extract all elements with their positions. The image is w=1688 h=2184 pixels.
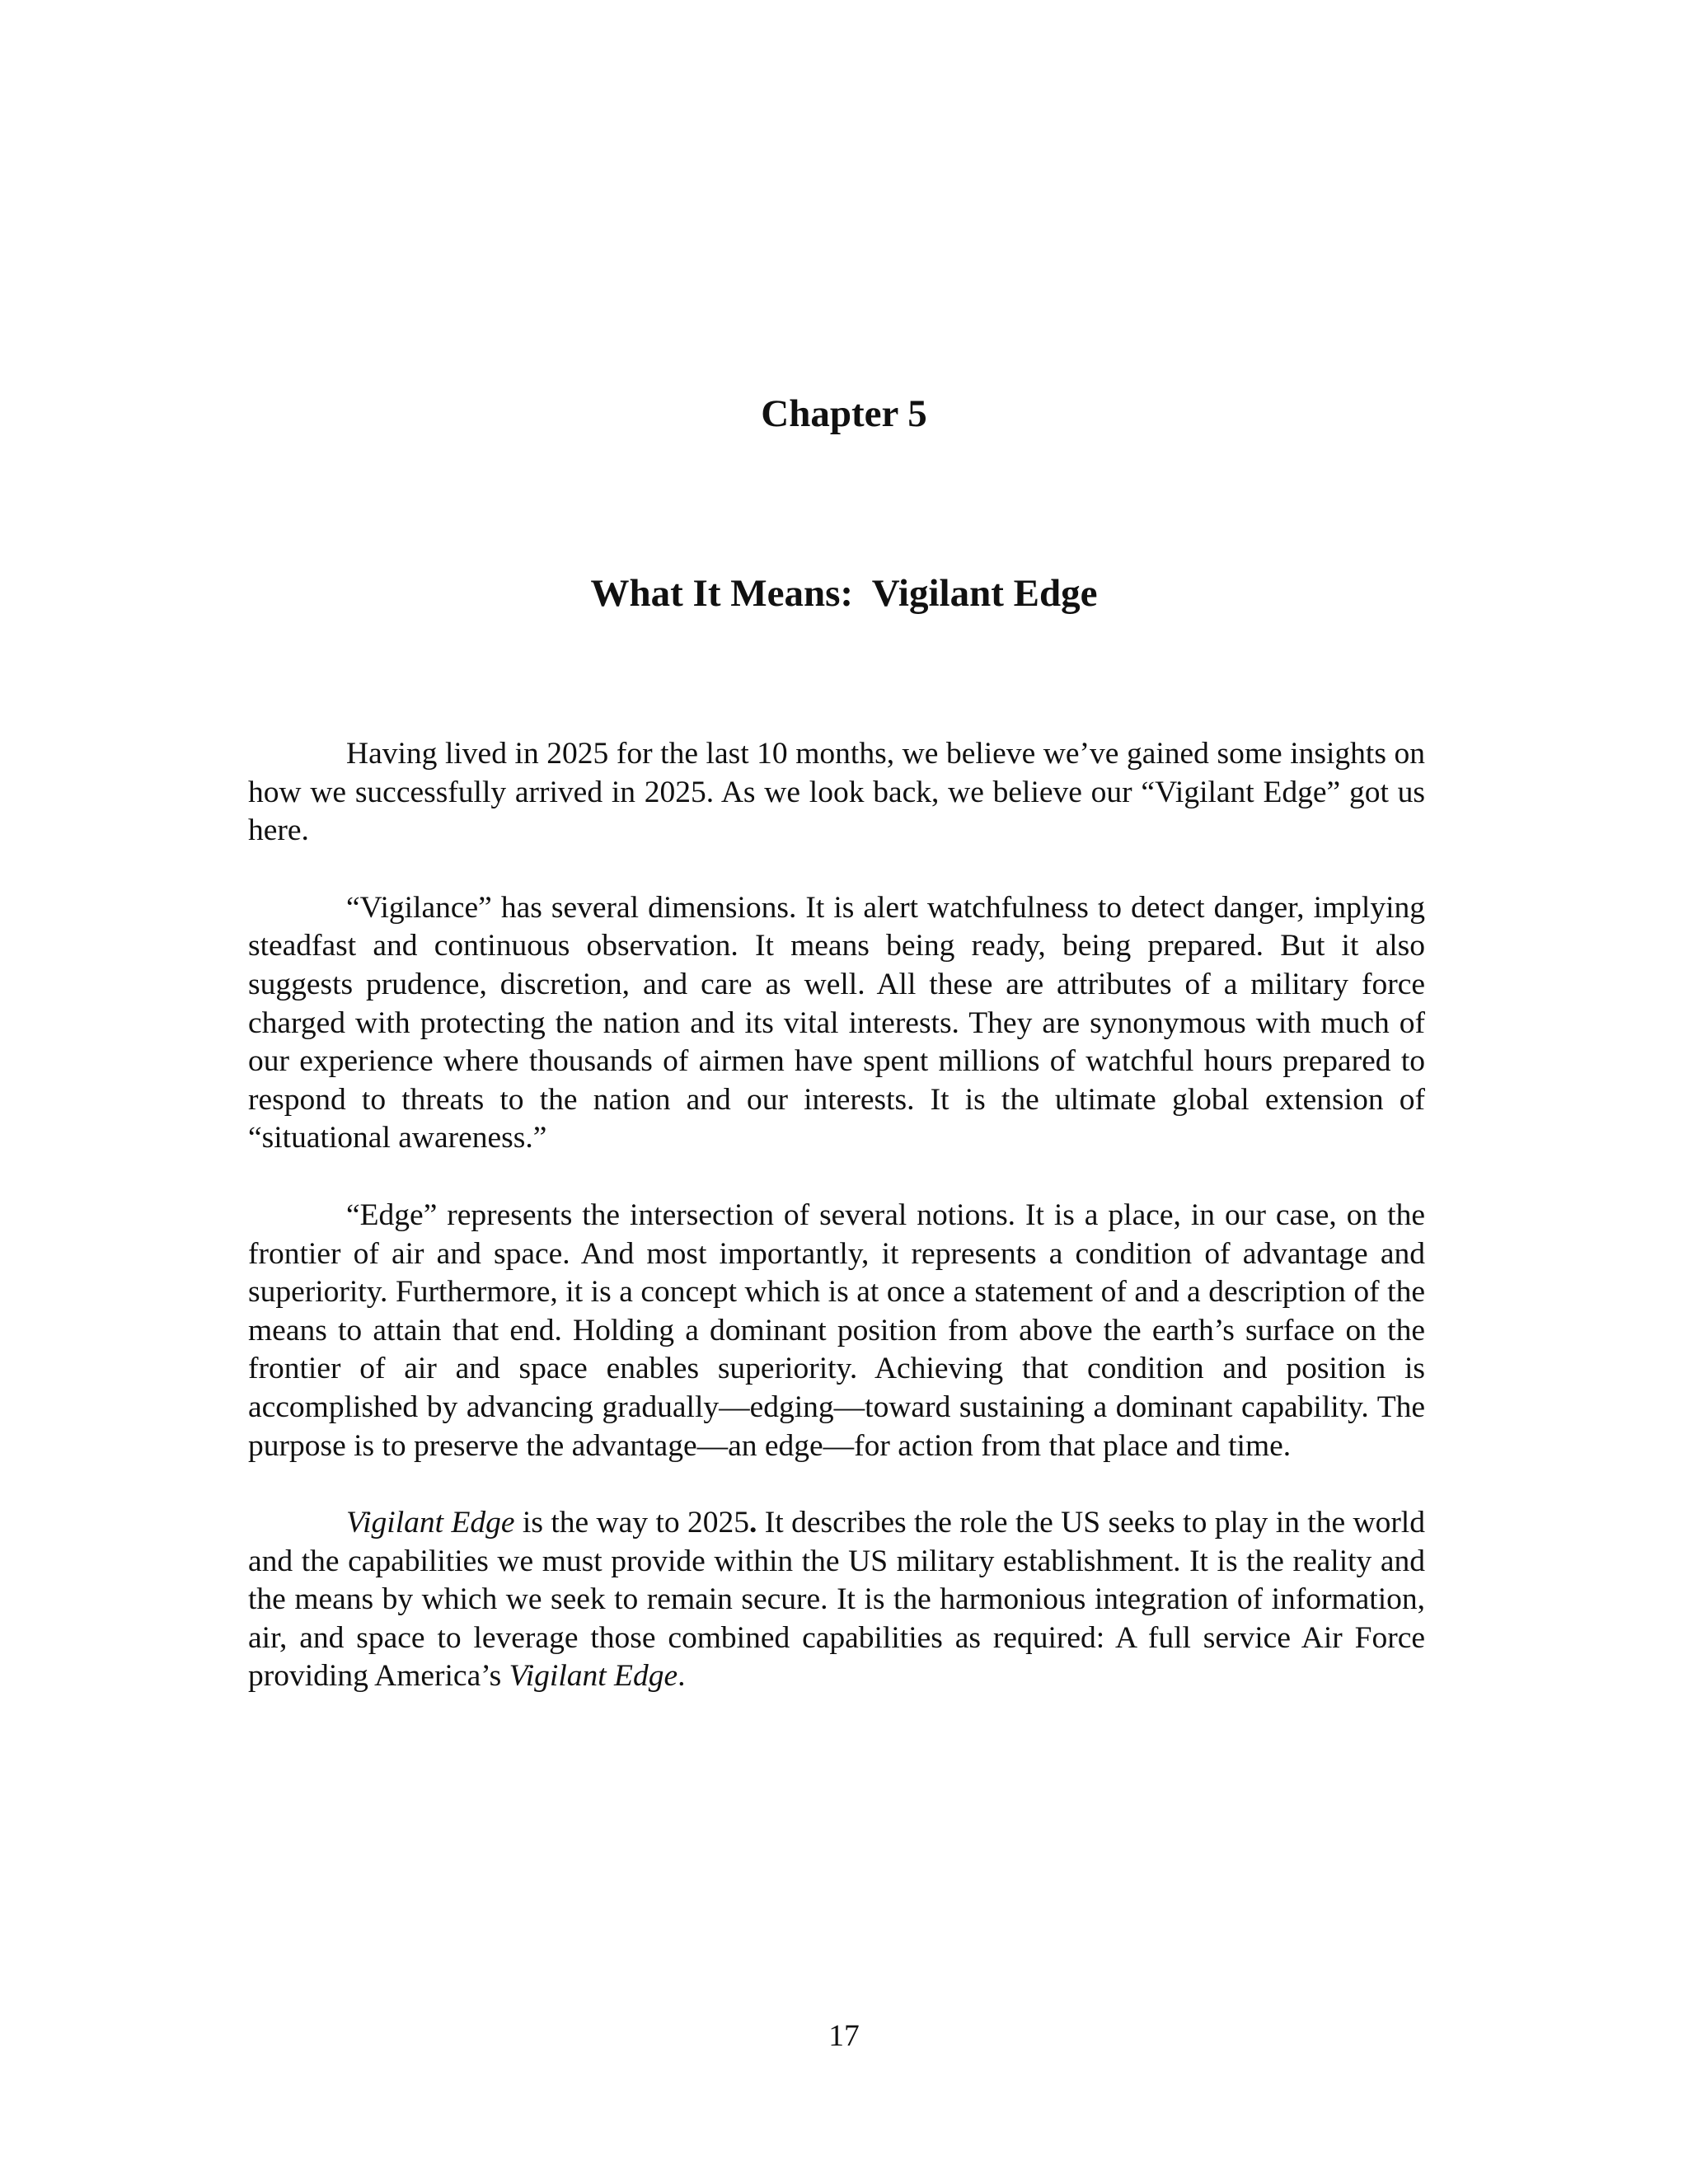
- page-number: 17: [828, 2019, 860, 2053]
- chapter-number: Chapter 5: [761, 392, 927, 435]
- italic-term-vigilant-edge-end: Vigilant Edge: [509, 1659, 678, 1694]
- chapter-title: What It Means: Vigilant Edge: [590, 572, 1098, 615]
- paragraph-4-bold-period: .: [749, 1506, 757, 1540]
- paragraph-2: “Vigilance” has several dimensions. It is alert watchfulness to detect danger, implying steadfast and continuous observation. It means being ready, being prepared. But it also suggests prudence, discretion, and care as well. All these are attributes of a military force charged with protecting the nation and its vital interests. They are synonymous with much of our experience where thousands of airmen have spent millions of watchful hours prepared to respond to threats to the nation and our interests. It is the ultimate global extension of “situational awareness.”: [248, 890, 1425, 1155]
- italic-term-vigilant-edge: Vigilant Edge: [346, 1506, 515, 1540]
- paragraph-4-text-a: is the way to 2025: [514, 1506, 750, 1540]
- paragraph-1: Having lived in 2025 for the last 10 months, we believe we’ve gained some insights on how we successfully arrived in 2025. As we look back, we believe our “Vigilant Edge” got us here.: [248, 737, 1425, 848]
- body-text: [248, 735, 1425, 1735]
- paragraph-4-text-b: It describes the role the US seeks to play in the world and the capabilities we must provide within the US military establishment. It is the reality and the means by which we seek to remain secure. It is the harmonious integration of information, air, and space to leverage those combined capabilities as required: A full service Air Force providing America’s: [248, 1506, 1425, 1694]
- paragraph-4: [248, 1504, 1425, 1696]
- paragraph-4-end-period: .: [678, 1659, 686, 1694]
- paragraph-3: “Edge” represents the intersection of several notions. It is a place, in our case, on the frontier of air and space. And most importantly, it represents a condition of advantage and superiority. Furthermore, it is a concept which is at once a statement of and a description of the means to attain that end. Holding a dominant position from above the earth’s surface on the frontier of air and space enables superiority. Achieving that condition and position is accomplished by advancing gradually—edging—toward sustaining a dominant capability. The purpose is to preserve the advantage—an edge—for action from that place and time.: [248, 1197, 1425, 1463]
